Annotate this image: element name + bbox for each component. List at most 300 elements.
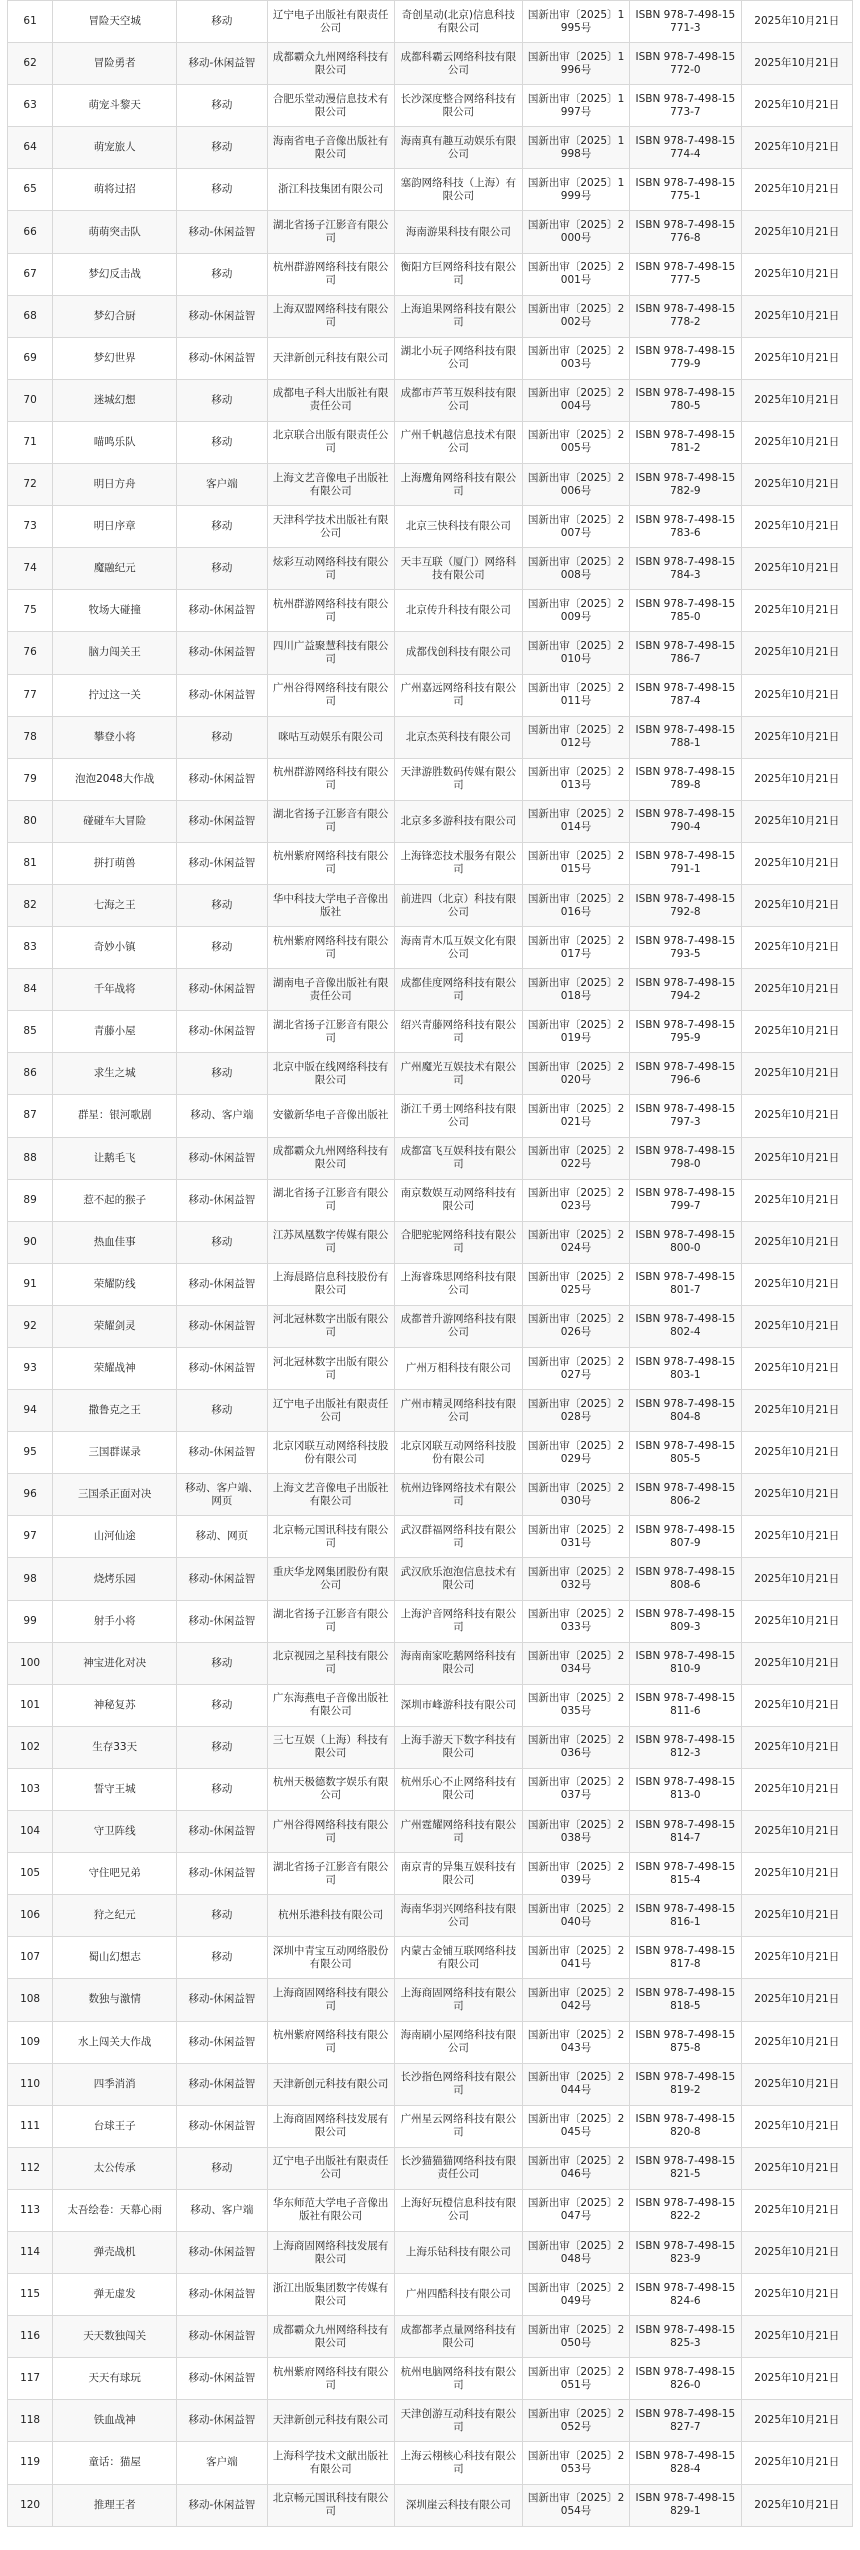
table-row [8, 2442, 853, 2484]
publisher-cell: 北京联合出版有限责任公司 [267, 421, 394, 463]
table-row [8, 2147, 853, 2189]
table-row [8, 1684, 853, 1726]
game-type-cell: 移动 [177, 253, 267, 295]
game-type-cell: 移动-休闲益智 [177, 1558, 267, 1600]
approval-date-cell: 2025年10月21日 [741, 2442, 852, 2484]
approval-number-cell: 国新出审〔2025〕2014号 [522, 800, 629, 842]
isbn-cell: ISBN 978-7-498-15789-8 [630, 758, 741, 800]
game-name-cell: 萌宠旅人 [53, 127, 177, 169]
game-name-cell: 明日序章 [53, 506, 177, 548]
approval-table-body [8, 1, 853, 2527]
table-row [8, 1558, 853, 1600]
row-index-cell: 105 [8, 1853, 53, 1895]
game-name-cell: 烧烤乐园 [53, 1558, 177, 1600]
approval-date-cell: 2025年10月21日 [741, 464, 852, 506]
isbn-cell: ISBN 978-7-498-15824-6 [630, 2274, 741, 2316]
approval-date-cell: 2025年10月21日 [741, 716, 852, 758]
row-index-cell: 67 [8, 253, 53, 295]
table-row [8, 127, 853, 169]
publisher-cell: 湖北省扬子江影音有限公司 [267, 800, 394, 842]
operator-cell: 上海乐钻科技有限公司 [394, 2231, 522, 2273]
approval-number-cell: 国新出审〔2025〕2050号 [522, 2316, 629, 2358]
approval-number-cell: 国新出审〔2025〕2027号 [522, 1348, 629, 1390]
approval-number-cell: 国新出审〔2025〕1996号 [522, 43, 629, 85]
game-type-cell: 移动-休闲益智 [177, 842, 267, 884]
approval-date-cell: 2025年10月21日 [741, 2105, 852, 2147]
isbn-cell: ISBN 978-7-498-15796-6 [630, 1053, 741, 1095]
row-index-cell: 83 [8, 927, 53, 969]
game-name-cell: 弹壳战机 [53, 2231, 177, 2273]
game-name-cell: 神秘复苏 [53, 1684, 177, 1726]
operator-cell: 衡阳方巨网络科技有限公司 [394, 253, 522, 295]
isbn-cell: ISBN 978-7-498-15785-0 [630, 590, 741, 632]
approval-number-cell: 国新出审〔2025〕2023号 [522, 1179, 629, 1221]
game-name-cell: 明日方舟 [53, 464, 177, 506]
isbn-cell: ISBN 978-7-498-15772-0 [630, 43, 741, 85]
operator-cell: 广州霆耀网络科技有限公司 [394, 1811, 522, 1853]
row-index-cell: 77 [8, 674, 53, 716]
game-name-cell: 四季消消 [53, 2063, 177, 2105]
approval-date-cell: 2025年10月21日 [741, 1853, 852, 1895]
operator-cell: 成都普升游网络科技有限公司 [394, 1305, 522, 1347]
game-name-cell: 荣耀剑灵 [53, 1305, 177, 1347]
operator-cell: 长沙深度整合网络科技有限公司 [394, 85, 522, 127]
game-name-cell: 拧过这一关 [53, 674, 177, 716]
row-index-cell: 113 [8, 2189, 53, 2231]
approval-date-cell: 2025年10月21日 [741, 758, 852, 800]
game-name-cell: 蜀山幻想志 [53, 1937, 177, 1979]
game-name-cell: 铁血战神 [53, 2400, 177, 2442]
publisher-cell: 天津新创元科技有限公司 [267, 337, 394, 379]
game-name-cell: 天天数独闯关 [53, 2316, 177, 2358]
approval-number-cell: 国新出审〔2025〕2048号 [522, 2231, 629, 2273]
approval-number-cell: 国新出审〔2025〕2040号 [522, 1895, 629, 1937]
row-index-cell: 92 [8, 1305, 53, 1347]
table-row [8, 1053, 853, 1095]
approval-number-cell: 国新出审〔2025〕2049号 [522, 2274, 629, 2316]
table-row [8, 1979, 853, 2021]
approval-table-container [7, 0, 853, 2527]
game-type-cell: 移动 [177, 379, 267, 421]
approval-date-cell: 2025年10月21日 [741, 1937, 852, 1979]
operator-cell: 长沙指色网络科技有限公司 [394, 2063, 522, 2105]
approval-number-cell: 国新出审〔2025〕1997号 [522, 85, 629, 127]
operator-cell: 北京多多游科技有限公司 [394, 800, 522, 842]
approval-date-cell: 2025年10月21日 [741, 1895, 852, 1937]
publisher-cell: 广州谷得网络科技有限公司 [267, 674, 394, 716]
table-row [8, 2400, 853, 2442]
approval-number-cell: 国新出审〔2025〕2017号 [522, 927, 629, 969]
approval-number-cell: 国新出审〔2025〕2053号 [522, 2442, 629, 2484]
game-type-cell: 移动-休闲益智 [177, 1179, 267, 1221]
approval-date-cell: 2025年10月21日 [741, 2189, 852, 2231]
isbn-cell: ISBN 978-7-498-15807-9 [630, 1516, 741, 1558]
game-name-cell: 脑力闯关王 [53, 632, 177, 674]
game-type-cell: 移动-休闲益智 [177, 2316, 267, 2358]
approval-table [7, 0, 853, 2527]
game-name-cell: 太公传承 [53, 2147, 177, 2189]
approval-number-cell: 国新出审〔2025〕2000号 [522, 211, 629, 253]
game-type-cell: 移动 [177, 716, 267, 758]
approval-date-cell: 2025年10月21日 [741, 43, 852, 85]
operator-cell: 海南青木瓜互娱文化有限公司 [394, 927, 522, 969]
approval-date-cell: 2025年10月21日 [741, 2400, 852, 2442]
table-row [8, 2274, 853, 2316]
approval-date-cell: 2025年10月21日 [741, 800, 852, 842]
table-row [8, 716, 853, 758]
game-type-cell: 移动 [177, 85, 267, 127]
game-type-cell: 移动-休闲益智 [177, 1853, 267, 1895]
isbn-cell: ISBN 978-7-498-15806-2 [630, 1474, 741, 1516]
isbn-cell: ISBN 978-7-498-15816-1 [630, 1895, 741, 1937]
publisher-cell: 成都霸众九州网络科技有限公司 [267, 2316, 394, 2358]
isbn-cell: ISBN 978-7-498-15814-7 [630, 1811, 741, 1853]
game-type-cell: 移动-休闲益智 [177, 2358, 267, 2400]
game-name-cell: 喵鸣乐队 [53, 421, 177, 463]
operator-cell: 广州千帆越信息技术有限公司 [394, 421, 522, 463]
isbn-cell: ISBN 978-7-498-15827-7 [630, 2400, 741, 2442]
row-index-cell: 111 [8, 2105, 53, 2147]
table-row [8, 1600, 853, 1642]
table-row [8, 1011, 853, 1053]
table-row [8, 884, 853, 926]
game-name-cell: 童话：猫屋 [53, 2442, 177, 2484]
approval-number-cell: 国新出审〔2025〕1999号 [522, 169, 629, 211]
operator-cell: 上海商固网络科技有限公司 [394, 1979, 522, 2021]
isbn-cell: ISBN 978-7-498-15792-8 [630, 884, 741, 926]
isbn-cell: ISBN 978-7-498-15775-1 [630, 169, 741, 211]
table-row [8, 548, 853, 590]
row-index-cell: 97 [8, 1516, 53, 1558]
operator-cell: 武汉群福网络科技有限公司 [394, 1516, 522, 1558]
table-row [8, 842, 853, 884]
publisher-cell: 成都电子科大出版社有限责任公司 [267, 379, 394, 421]
game-name-cell: 三国群谋录 [53, 1432, 177, 1474]
game-type-cell: 客户端 [177, 464, 267, 506]
game-name-cell: 撒鲁克之王 [53, 1390, 177, 1432]
approval-number-cell: 国新出审〔2025〕2022号 [522, 1137, 629, 1179]
row-index-cell: 70 [8, 379, 53, 421]
game-name-cell: 青藤小屋 [53, 1011, 177, 1053]
row-index-cell: 114 [8, 2231, 53, 2273]
approval-number-cell: 国新出审〔2025〕2032号 [522, 1558, 629, 1600]
approval-date-cell: 2025年10月21日 [741, 1979, 852, 2021]
publisher-cell: 湖北省扬子江影音有限公司 [267, 1011, 394, 1053]
table-row [8, 295, 853, 337]
isbn-cell: ISBN 978-7-498-15787-4 [630, 674, 741, 716]
game-type-cell: 移动 [177, 169, 267, 211]
publisher-cell: 杭州紫府网络科技有限公司 [267, 927, 394, 969]
row-index-cell: 74 [8, 548, 53, 590]
operator-cell: 塞韵网络科技（上海）有限公司 [394, 169, 522, 211]
row-index-cell: 108 [8, 1979, 53, 2021]
operator-cell: 上海手游天下数字科技有限公司 [394, 1726, 522, 1768]
game-name-cell: 弹无虚发 [53, 2274, 177, 2316]
operator-cell: 奇创星动(北京)信息科技有限公司 [394, 1, 522, 43]
row-index-cell: 116 [8, 2316, 53, 2358]
approval-number-cell: 国新出审〔2025〕2034号 [522, 1642, 629, 1684]
operator-cell: 南京数娱互动网络科技有限公司 [394, 1179, 522, 1221]
approval-number-cell: 国新出审〔2025〕2039号 [522, 1853, 629, 1895]
game-name-cell: 牧场大碰撞 [53, 590, 177, 632]
approval-number-cell: 国新出审〔2025〕2051号 [522, 2358, 629, 2400]
operator-cell: 广州魔光互娱技术有限公司 [394, 1053, 522, 1095]
approval-date-cell: 2025年10月21日 [741, 506, 852, 548]
isbn-cell: ISBN 978-7-498-15815-4 [630, 1853, 741, 1895]
operator-cell: 海南南家吃鹅网络科技有限公司 [394, 1642, 522, 1684]
approval-number-cell: 国新出审〔2025〕2037号 [522, 1768, 629, 1810]
operator-cell: 浙江千勇士网络科技有限公司 [394, 1095, 522, 1137]
approval-date-cell: 2025年10月21日 [741, 969, 852, 1011]
game-type-cell: 客户端 [177, 2442, 267, 2484]
isbn-cell: ISBN 978-7-498-15778-2 [630, 295, 741, 337]
isbn-cell: ISBN 978-7-498-15795-9 [630, 1011, 741, 1053]
game-type-cell: 移动-休闲益智 [177, 337, 267, 379]
approval-date-cell: 2025年10月21日 [741, 1474, 852, 1516]
game-type-cell: 移动 [177, 127, 267, 169]
approval-date-cell: 2025年10月21日 [741, 85, 852, 127]
game-name-cell: 冒险勇者 [53, 43, 177, 85]
row-index-cell: 96 [8, 1474, 53, 1516]
isbn-cell: ISBN 978-7-498-15828-4 [630, 2442, 741, 2484]
game-type-cell: 移动-休闲益智 [177, 1979, 267, 2021]
isbn-cell: ISBN 978-7-498-15788-1 [630, 716, 741, 758]
approval-number-cell: 国新出审〔2025〕2033号 [522, 1600, 629, 1642]
approval-date-cell: 2025年10月21日 [741, 1053, 852, 1095]
game-name-cell: 守卫阵线 [53, 1811, 177, 1853]
approval-number-cell: 国新出审〔2025〕2016号 [522, 884, 629, 926]
game-name-cell: 冒险天空城 [53, 1, 177, 43]
row-index-cell: 71 [8, 421, 53, 463]
approval-date-cell: 2025年10月21日 [741, 1095, 852, 1137]
operator-cell: 内蒙古金铺互联网络科技有限公司 [394, 1937, 522, 1979]
row-index-cell: 87 [8, 1095, 53, 1137]
table-row [8, 1263, 853, 1305]
approval-number-cell: 国新出审〔2025〕2011号 [522, 674, 629, 716]
isbn-cell: ISBN 978-7-498-15804-8 [630, 1390, 741, 1432]
isbn-cell: ISBN 978-7-498-15780-5 [630, 379, 741, 421]
approval-date-cell: 2025年10月21日 [741, 127, 852, 169]
isbn-cell: ISBN 978-7-498-15783-6 [630, 506, 741, 548]
table-row [8, 1474, 853, 1516]
game-name-cell: 千年战将 [53, 969, 177, 1011]
publisher-cell: 成都霸众九州网络科技有限公司 [267, 1137, 394, 1179]
approval-date-cell: 2025年10月21日 [741, 295, 852, 337]
operator-cell: 上海好玩橙信息科技有限公司 [394, 2189, 522, 2231]
operator-cell: 广州市精灵网络科技有限公司 [394, 1390, 522, 1432]
operator-cell: 绍兴青藤网络科技有限公司 [394, 1011, 522, 1053]
isbn-cell: ISBN 978-7-498-15875-8 [630, 2021, 741, 2063]
game-name-cell: 迷城幻想 [53, 379, 177, 421]
table-row [8, 2021, 853, 2063]
isbn-cell: ISBN 978-7-498-15817-8 [630, 1937, 741, 1979]
publisher-cell: 湖北省扬子江影音有限公司 [267, 211, 394, 253]
operator-cell: 天津游胜数码传媒有限公司 [394, 758, 522, 800]
isbn-cell: ISBN 978-7-498-15818-5 [630, 1979, 741, 2021]
operator-cell: 合肥驼驼网络科技有限公司 [394, 1221, 522, 1263]
game-type-cell: 移动-休闲益智 [177, 2484, 267, 2526]
approval-date-cell: 2025年10月21日 [741, 1305, 852, 1347]
approval-date-cell: 2025年10月21日 [741, 842, 852, 884]
approval-date-cell: 2025年10月21日 [741, 169, 852, 211]
row-index-cell: 86 [8, 1053, 53, 1095]
approval-date-cell: 2025年10月21日 [741, 1558, 852, 1600]
publisher-cell: 杭州群游网络科技有限公司 [267, 590, 394, 632]
approval-date-cell: 2025年10月21日 [741, 1348, 852, 1390]
operator-cell: 北京三快科技有限公司 [394, 506, 522, 548]
operator-cell: 海南游果科技有限公司 [394, 211, 522, 253]
table-row [8, 1853, 853, 1895]
approval-date-cell: 2025年10月21日 [741, 211, 852, 253]
game-type-cell: 移动 [177, 1768, 267, 1810]
approval-date-cell: 2025年10月21日 [741, 379, 852, 421]
game-type-cell: 移动-休闲益智 [177, 1432, 267, 1474]
game-type-cell: 移动 [177, 1684, 267, 1726]
approval-date-cell: 2025年10月21日 [741, 1, 852, 43]
isbn-cell: ISBN 978-7-498-15819-2 [630, 2063, 741, 2105]
isbn-cell: ISBN 978-7-498-15821-5 [630, 2147, 741, 2189]
isbn-cell: ISBN 978-7-498-15798-0 [630, 1137, 741, 1179]
publisher-cell: 河北冠林数字出版有限公司 [267, 1348, 394, 1390]
publisher-cell: 天津新创元科技有限公司 [267, 2400, 394, 2442]
row-index-cell: 94 [8, 1390, 53, 1432]
isbn-cell: ISBN 978-7-498-15822-2 [630, 2189, 741, 2231]
approval-date-cell: 2025年10月21日 [741, 2316, 852, 2358]
publisher-cell: 北京视园之星科技有限公司 [267, 1642, 394, 1684]
operator-cell: 深圳崖云科技有限公司 [394, 2484, 522, 2526]
row-index-cell: 93 [8, 1348, 53, 1390]
game-name-cell: 神宝进化对决 [53, 1642, 177, 1684]
row-index-cell: 115 [8, 2274, 53, 2316]
game-type-cell: 移动 [177, 1053, 267, 1095]
row-index-cell: 81 [8, 842, 53, 884]
approval-date-cell: 2025年10月21日 [741, 632, 852, 674]
row-index-cell: 90 [8, 1221, 53, 1263]
approval-number-cell: 国新出审〔2025〕2004号 [522, 379, 629, 421]
row-index-cell: 64 [8, 127, 53, 169]
operator-cell: 成都伐创科技有限公司 [394, 632, 522, 674]
operator-cell: 武汉欣乐泡泡信息技术有限公司 [394, 1558, 522, 1600]
game-name-cell: 热血佳事 [53, 1221, 177, 1263]
approval-number-cell: 国新出审〔2025〕2003号 [522, 337, 629, 379]
table-row [8, 590, 853, 632]
row-index-cell: 107 [8, 1937, 53, 1979]
publisher-cell: 上海双盟网络科技有限公司 [267, 295, 394, 337]
operator-cell: 成都都孝点量网络科技有限公司 [394, 2316, 522, 2358]
operator-cell: 杭州乐心不止网络科技有限公司 [394, 1768, 522, 1810]
game-type-cell: 移动-休闲益智 [177, 2105, 267, 2147]
approval-date-cell: 2025年10月21日 [741, 2021, 852, 2063]
approval-number-cell: 国新出审〔2025〕2028号 [522, 1390, 629, 1432]
game-name-cell: 台球王子 [53, 2105, 177, 2147]
game-name-cell: 萌宠斗黎天 [53, 85, 177, 127]
row-index-cell: 62 [8, 43, 53, 85]
game-type-cell: 移动-休闲益智 [177, 969, 267, 1011]
game-name-cell: 梦幻世界 [53, 337, 177, 379]
approval-number-cell: 国新出审〔2025〕2002号 [522, 295, 629, 337]
publisher-cell: 北京畅元国讯科技有限公司 [267, 1516, 394, 1558]
publisher-cell: 湖北省扬子江影音有限公司 [267, 1600, 394, 1642]
isbn-cell: ISBN 978-7-498-15801-7 [630, 1263, 741, 1305]
approval-number-cell: 国新出审〔2025〕2026号 [522, 1305, 629, 1347]
table-row [8, 2189, 853, 2231]
table-row [8, 211, 853, 253]
isbn-cell: ISBN 978-7-498-15791-1 [630, 842, 741, 884]
isbn-cell: ISBN 978-7-498-15812-3 [630, 1726, 741, 1768]
table-row [8, 1179, 853, 1221]
approval-date-cell: 2025年10月21日 [741, 1011, 852, 1053]
table-row [8, 800, 853, 842]
approval-date-cell: 2025年10月21日 [741, 884, 852, 926]
table-row [8, 1768, 853, 1810]
game-type-cell: 移动-休闲益智 [177, 295, 267, 337]
row-index-cell: 65 [8, 169, 53, 211]
approval-date-cell: 2025年10月21日 [741, 421, 852, 463]
publisher-cell: 广州谷得网络科技有限公司 [267, 1811, 394, 1853]
isbn-cell: ISBN 978-7-498-15779-9 [630, 337, 741, 379]
game-name-cell: 萌萌突击队 [53, 211, 177, 253]
publisher-cell: 上海商固网络科技发展有限公司 [267, 2105, 394, 2147]
isbn-cell: ISBN 978-7-498-15782-9 [630, 464, 741, 506]
approval-number-cell: 国新出审〔2025〕2052号 [522, 2400, 629, 2442]
publisher-cell: 炫彩互动网络科技有限公司 [267, 548, 394, 590]
game-name-cell: 荣耀战神 [53, 1348, 177, 1390]
approval-number-cell: 国新出审〔2025〕2005号 [522, 421, 629, 463]
publisher-cell: 湖北省扬子江影音有限公司 [267, 1853, 394, 1895]
approval-date-cell: 2025年10月21日 [741, 2274, 852, 2316]
operator-cell: 杭州电脑网络科技有限公司 [394, 2358, 522, 2400]
isbn-cell: ISBN 978-7-498-15829-1 [630, 2484, 741, 2526]
publisher-cell: 辽宁电子出版社有限责任公司 [267, 1, 394, 43]
game-name-cell: 水上闯关大作战 [53, 2021, 177, 2063]
isbn-cell: ISBN 978-7-498-15799-7 [630, 1179, 741, 1221]
game-type-cell: 移动 [177, 1, 267, 43]
game-name-cell: 誓守王城 [53, 1768, 177, 1810]
row-index-cell: 95 [8, 1432, 53, 1474]
isbn-cell: ISBN 978-7-498-15773-7 [630, 85, 741, 127]
row-index-cell: 98 [8, 1558, 53, 1600]
table-row [8, 1095, 853, 1137]
publisher-cell: 上海晨路信息科技股份有限公司 [267, 1263, 394, 1305]
approval-number-cell: 国新出审〔2025〕2035号 [522, 1684, 629, 1726]
game-type-cell: 移动-休闲益智 [177, 632, 267, 674]
game-name-cell: 惹不起的猴子 [53, 1179, 177, 1221]
isbn-cell: ISBN 978-7-498-15784-3 [630, 548, 741, 590]
approval-number-cell: 国新出审〔2025〕2025号 [522, 1263, 629, 1305]
operator-cell: 广州四酷科技有限公司 [394, 2274, 522, 2316]
game-type-cell: 移动-休闲益智 [177, 758, 267, 800]
approval-date-cell: 2025年10月21日 [741, 1768, 852, 1810]
row-index-cell: 106 [8, 1895, 53, 1937]
game-type-cell: 移动 [177, 1895, 267, 1937]
table-row [8, 2358, 853, 2400]
row-index-cell: 101 [8, 1684, 53, 1726]
operator-cell: 海南华羽兴网络科技有限公司 [394, 1895, 522, 1937]
game-type-cell: 移动-休闲益智 [177, 1600, 267, 1642]
isbn-cell: ISBN 978-7-498-15802-4 [630, 1305, 741, 1347]
operator-cell: 北京杰英科技有限公司 [394, 716, 522, 758]
game-type-cell: 移动-休闲益智 [177, 2400, 267, 2442]
row-index-cell: 78 [8, 716, 53, 758]
approval-number-cell: 国新出审〔2025〕2008号 [522, 548, 629, 590]
approval-date-cell: 2025年10月21日 [741, 1263, 852, 1305]
game-name-cell: 碰碰车大冒险 [53, 800, 177, 842]
approval-date-cell: 2025年10月21日 [741, 2147, 852, 2189]
publisher-cell: 成都霸众九州网络科技有限公司 [267, 43, 394, 85]
operator-cell: 北京冈联互动网络科技股份有限公司 [394, 1432, 522, 1474]
operator-cell: 杭州边锋网络技术有限公司 [394, 1474, 522, 1516]
publisher-cell: 三七互娱（上海）科技有限公司 [267, 1726, 394, 1768]
